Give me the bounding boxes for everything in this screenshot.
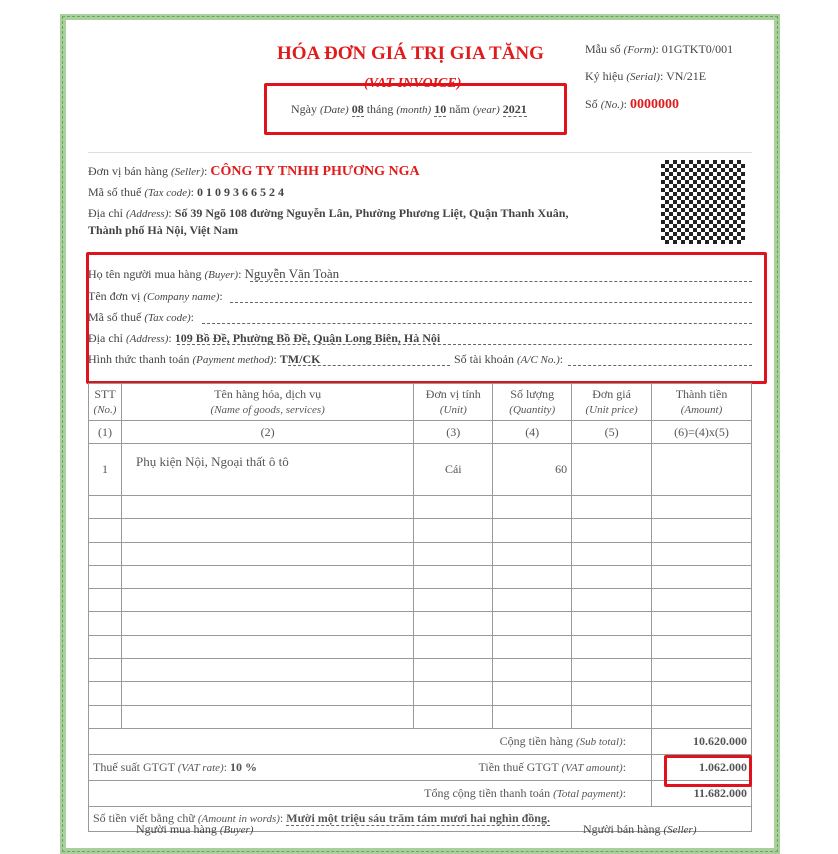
- empty-cell: [121, 659, 413, 682]
- seller-signature: Người bán hàng (Seller): [583, 822, 697, 836]
- buyer-tax: Mã số thuế (Tax code):: [88, 310, 195, 324]
- col-num: (5): [572, 421, 652, 444]
- empty-cell: [414, 635, 493, 658]
- date-highlight: [264, 83, 567, 135]
- empty-cell: [89, 682, 122, 705]
- company-label: Tên đơn vị: [88, 289, 141, 303]
- form-en: (Form): [623, 44, 656, 56]
- divider: [88, 152, 752, 153]
- words-value: Mười một triệu sáu trăm tám mươi hai nghìn đồng.: [286, 811, 550, 826]
- form-label: Mẫu số: [585, 42, 621, 56]
- total-highlight: [664, 755, 752, 787]
- empty-cell: [493, 635, 572, 658]
- empty-row: [89, 565, 752, 588]
- col-num: (6)=(4)x(5): [652, 421, 752, 444]
- empty-cell: [493, 589, 572, 612]
- seller-en: (Seller): [171, 166, 204, 178]
- words-en: (Amount in words): [197, 813, 280, 826]
- buyer-addr-en: (Address): [126, 333, 169, 345]
- buyer-addr-label: Địa chỉ: [88, 331, 123, 345]
- tax-value: 0 1 0 9 3 6 6 5 2 4: [197, 185, 285, 199]
- month: 10: [434, 102, 447, 116]
- buyer-signature: Người mua hàng (Buyer): [136, 822, 254, 836]
- subtotal-value: 10.620.000: [693, 733, 747, 748]
- payment-method: Hình thức thanh toán (Payment method): TM/CK: [88, 352, 321, 366]
- tax-en: (Tax code): [144, 187, 191, 199]
- buyer-highlight: [86, 252, 767, 384]
- empty-cell: [493, 519, 572, 542]
- pay-en: (Payment method): [192, 354, 274, 366]
- empty-cell: [89, 705, 122, 728]
- col-num: (3): [414, 421, 493, 444]
- buyer-en: (Buyer): [204, 269, 239, 281]
- empty-cell: [89, 542, 122, 565]
- col-num: (1): [89, 421, 122, 444]
- goods-table: [88, 383, 752, 832]
- column-numbers: [89, 421, 752, 444]
- header-qty: Số lượng (Quantity): [493, 384, 572, 421]
- empty-cell: [652, 565, 752, 588]
- empty-row: [89, 496, 752, 519]
- empty-cell: [121, 565, 413, 588]
- empty-cell: [414, 589, 493, 612]
- addr-line1: Số 39 Ngõ 108 đường Nguyễn Lân, Phường Phương Liệt, Quận Thanh Xuân,: [174, 206, 569, 220]
- empty-cell: [89, 519, 122, 542]
- empty-cell: [652, 705, 752, 728]
- month-label: tháng: [366, 102, 394, 116]
- empty-cell: [572, 519, 652, 542]
- empty-cell: [493, 565, 572, 588]
- empty-cell: [493, 659, 572, 682]
- year-label: năm: [449, 102, 470, 116]
- empty-cell: [652, 589, 752, 612]
- header-unit: Đơn vị tính (Unit): [414, 384, 493, 421]
- empty-cell: [89, 589, 122, 612]
- company-en: (Company name): [143, 291, 220, 303]
- row-unit: Cái: [414, 444, 493, 496]
- seller-address-line2: Thành phố Hà Nội, Việt Nam: [88, 223, 239, 237]
- no-label: Số: [585, 97, 598, 111]
- seller-tax: Mã số thuế (Tax code): 0 1 0 9 3 6 6 5 2 4: [88, 185, 285, 199]
- empty-cell: [572, 659, 652, 682]
- empty-cell: [572, 565, 652, 588]
- empty-cell: [414, 519, 493, 542]
- total-label: Tổng cộng tiền thanh toán: [424, 785, 551, 800]
- empty-cell: [572, 635, 652, 658]
- empty-row: [89, 635, 752, 658]
- pay-value: TM/CK: [279, 352, 321, 366]
- buyer-tax-en: (Tax code): [144, 312, 191, 324]
- row-no: 1: [89, 444, 122, 496]
- empty-cell: [414, 659, 493, 682]
- empty-cell: [572, 705, 652, 728]
- empty-cell: [652, 612, 752, 635]
- empty-cell: [414, 565, 493, 588]
- seller-address: Địa chỉ (Address): Số 39 Ngõ 108 đường Nguyễn Lân, Phường Phương Liệt, Quận Thanh Xuân,: [88, 206, 569, 220]
- addr-en: (Address): [126, 208, 169, 220]
- empty-cell: [414, 542, 493, 565]
- empty-cell: [414, 705, 493, 728]
- serial-label: Ký hiệu: [585, 69, 624, 83]
- row-price: [572, 444, 652, 496]
- invoice-no: Số (No.): 0000000: [585, 97, 679, 112]
- empty-cell: [493, 705, 572, 728]
- invoice-subtitle: (VAT INVOICE): [364, 76, 462, 91]
- empty-cell: [652, 659, 752, 682]
- empty-cell: [121, 589, 413, 612]
- empty-cell: [572, 542, 652, 565]
- words-row: Số tiền viết bằng chữ (Amount in words): Mười một triệu sáu trăm tám mươi hai nghìn đồng.: [89, 806, 752, 831]
- empty-cell: [89, 659, 122, 682]
- account-no: Số tài khoản (A/C No.):: [454, 352, 564, 366]
- no-value: 0000000: [629, 97, 679, 112]
- subtotal-en: (Sub total): [575, 735, 623, 748]
- empty-cell: [652, 542, 752, 565]
- year: 2021: [502, 102, 527, 116]
- empty-row: [89, 682, 752, 705]
- rate-label: Thuế suất GTGT: [93, 759, 175, 774]
- vat-label: Tiền thuế GTGT: [478, 759, 559, 774]
- buyer-name: Họ tên người mua hàng (Buyer): Nguyễn Văn Toàn: [88, 266, 340, 281]
- empty-cell: [493, 682, 572, 705]
- seller-value: CÔNG TY TNHH PHƯƠNG NGA: [210, 164, 420, 179]
- empty-cell: [493, 496, 572, 519]
- buyer-addr-value: 109 Bồ Đề, Phường Bồ Đề, Quận Long Biên, Hà Nội: [174, 331, 441, 345]
- empty-cell: [493, 542, 572, 565]
- vat-row: Thuế suất GTGT (VAT rate): 10 % Tiền thuế GTGT (VAT amount): 1.062.000: [89, 754, 752, 780]
- header-no: STT (No.): [89, 384, 122, 421]
- empty-row: [89, 659, 752, 682]
- vat-en: (VAT amount): [561, 761, 623, 774]
- date-label: Ngày: [291, 102, 317, 116]
- empty-row: [89, 519, 752, 542]
- buyer-value: Nguyễn Văn Toàn: [244, 266, 340, 281]
- serial-value: VN/21E: [666, 69, 707, 83]
- subtotal-label: Cộng tiền hàng: [499, 733, 573, 748]
- empty-row: [89, 589, 752, 612]
- total-row: Tổng cộng tiền thanh toán (Total payment): 11.682.000: [89, 780, 752, 806]
- acc-label: Số tài khoản: [454, 352, 514, 366]
- empty-cell: [572, 496, 652, 519]
- buyer-address: Địa chỉ (Address): 109 Bồ Đề, Phường Bồ Đề, Quận Long Biên, Hà Nội: [88, 331, 441, 345]
- day: 08: [351, 102, 364, 116]
- total-value: 11.682.000: [693, 785, 747, 800]
- empty-cell: [121, 635, 413, 658]
- empty-cell: [89, 565, 122, 588]
- empty-cell: [121, 705, 413, 728]
- serial: Ký hiệu (Serial): VN/21E: [585, 69, 707, 83]
- no-en: (No.): [600, 99, 624, 111]
- form-value: 01GTKT0/001: [661, 42, 734, 56]
- form-number: Mẫu số (Form): 01GTKT0/001: [585, 42, 734, 56]
- empty-row: [89, 612, 752, 635]
- month-en: (month): [396, 104, 432, 116]
- qr-code: [661, 160, 745, 244]
- row-qty: 60: [493, 444, 572, 496]
- empty-cell: [652, 635, 752, 658]
- rate-en: (VAT rate): [177, 761, 224, 774]
- row-amount: [652, 444, 752, 496]
- acc-en: (A/C No.): [517, 354, 560, 366]
- empty-cell: [89, 635, 122, 658]
- empty-cell: [652, 496, 752, 519]
- tax-label: Mã số thuế: [88, 185, 142, 199]
- serial-en: (Serial): [626, 71, 660, 83]
- buyer-tax-label: Mã số thuế: [88, 310, 142, 324]
- buyer-label: Họ tên người mua hàng: [88, 267, 202, 281]
- empty-cell: [121, 519, 413, 542]
- empty-cell: [121, 682, 413, 705]
- empty-cell: [572, 612, 652, 635]
- total-en: (Total payment): [553, 787, 623, 800]
- empty-cell: [414, 682, 493, 705]
- empty-cell: [89, 612, 122, 635]
- pay-label: Hình thức thanh toán: [88, 352, 190, 366]
- table-row: [89, 444, 752, 496]
- words-label: Số tiền viết bằng chữ: [93, 811, 195, 826]
- empty-cell: [121, 496, 413, 519]
- date-en: (Date): [320, 104, 349, 116]
- addr-label: Địa chỉ: [88, 206, 123, 220]
- header-amount: Thành tiền (Amount): [652, 384, 752, 421]
- year-en: (year): [472, 104, 500, 116]
- empty-row: [89, 542, 752, 565]
- empty-cell: [572, 682, 652, 705]
- subtotal-row: Cộng tiền hàng (Sub total): 10.620.000: [89, 728, 752, 754]
- empty-cell: [89, 496, 122, 519]
- empty-cell: [652, 682, 752, 705]
- seller-name: Đơn vị bán hàng (Seller): CÔNG TY TNHH PHƯƠNG NGA: [88, 164, 420, 179]
- empty-cell: [121, 612, 413, 635]
- empty-cell: [652, 519, 752, 542]
- empty-cell: [121, 542, 413, 565]
- header-name: Tên hàng hóa, dịch vụ (Name of goods, services): [121, 384, 413, 421]
- empty-cell: [493, 612, 572, 635]
- invoice-title: HÓA ĐƠN GIÁ TRỊ GIA TĂNG: [277, 43, 544, 64]
- header-price: Đơn giá (Unit price): [572, 384, 652, 421]
- vat-value: 1.062.000: [699, 759, 747, 774]
- empty-cell: [572, 589, 652, 612]
- empty-row: [89, 705, 752, 728]
- company-name: Tên đơn vị (Company name):: [88, 289, 223, 303]
- col-num: (2): [121, 421, 413, 444]
- table-header: [89, 384, 752, 421]
- rate-value: 10 %: [230, 759, 258, 774]
- col-num: (4): [493, 421, 572, 444]
- row-name: Phụ kiện Nội, Ngoại thất ô tô: [121, 444, 413, 496]
- empty-cell: [414, 496, 493, 519]
- empty-cell: [414, 612, 493, 635]
- seller-label: Đơn vị bán hàng: [88, 164, 168, 178]
